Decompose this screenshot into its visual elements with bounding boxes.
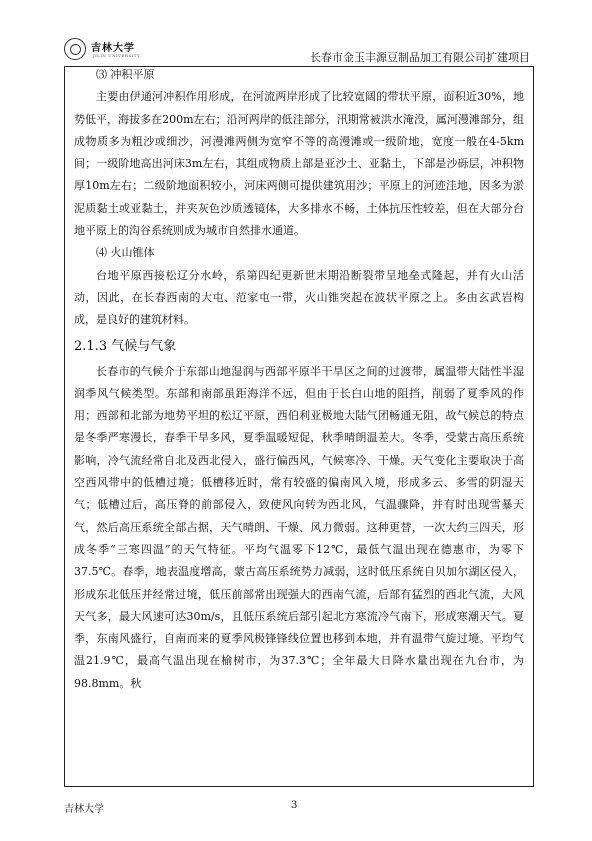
paragraph-alluvial-plain: 主要由伊通河冲积作用形成，在河流两岸形成了比较宽阔的带状平原，面积近30%，地势低平，海拔多在200m左右；沿河两岸的低洼部分，汛期常被洪水淹没，属河漫滩部分，组成物质多为粗沙或细沙，河漫滩两侧为宽窄不等的高漫滩或一级阶地，宽度一般在4-5km间；一级阶地高出河床3m左右，其组成物质上部是亚沙土、亚黏土，下部是沙砾层，冲积物厚10m左右；二级阶地面积较小，河床两侧可提供建筑用沙；平原上的河迹洼地，因多为淤泥质黏土或亚黏土，并夹灰色沙质透镜体，大多排水不畅，土体抗压性较差，但在大部分台地平原上的沟谷系统则成为城市自然排水通道。 xyxy=(74,90,524,238)
logo-text: 吉林大学 xyxy=(91,43,135,54)
paragraph-volcanic-cone: 台地平原西接松辽分水岭，系第四纪更新世末期沿断裂带呈地垒式隆起，并有火山活动，因此，在长春西南的大屯、范家屯一带，火山锥突起在波状平原之上。多由玄武岩构成，是良好的建筑材料。 xyxy=(74,268,524,327)
paragraph-climate: 长春市的气候介于东部山地湿润与西部平原半干旱区之间的过渡带，属温带大陆性半湿润季风气候类型。东部和南部虽距海洋不远，但由于长白山地的阻挡，削弱了夏季风的作用；西部和北部为地势平坦的松辽平原，西伯利亚极地大陆气团畅通无阻，故气候总的特点是冬季严寒漫长，春季干旱多风，夏季温暖短促，秋季晴朗温差大。冬季，受蒙古高压系统影响，冷气流经常自北及西北侵入，盛行偏西风，气候寒冷、干燥。天气变化主要取决于高空西风带中的低槽过境；低槽移近时，常有较盛的偏南风入境，形成多云、多雪的阴湿天气；低槽过后，高压脊的前部侵入，致使风向转为西北风，气温骤降，并有时出现雪暴天气，然后高压系统全部占据，天气晴朗、干燥、风力微弱。这种更替，一次大约三四天，形成冬季“三寒四温”的天气特征。平均气温零下12℃，最低气温出现在德惠市，为零下37.5℃。春季，地表温度增高，蒙古高压系统势力减弱，这时低压系统自贝加尔湖区侵入，形成东北低压并经常过境，低压前部常出现强大的西南气流，后部有猛烈的西北气流，大风天气多，最大风速可达30m/s，且低压系统后部引起北方寒流冷气南下，形成寒潮天气。夏季，东南风盛行，自南而来的夏季风极锋锋线位置也移到本地，并有温带气旋过境。平均气温21.9℃，最高气温出现在榆树市，为37.3℃；全年最大日降水量出现在九台市，为98.8mm。秋 xyxy=(74,364,524,690)
project-title: 长春市金玉丰源豆制品加工有限公司扩建项目 xyxy=(310,51,530,64)
subsection-title-alluvial-plain: ⑶ 冲积平原 xyxy=(96,68,155,81)
logo-subtext: JILIN UNIVERSITY xyxy=(93,53,141,58)
page-number: 3 xyxy=(291,800,298,811)
footer-institution: 吉林大学 xyxy=(64,804,104,815)
subsection-title-volcanic-cone: ⑷ 火山锥体 xyxy=(96,246,155,260)
page-body xyxy=(74,64,524,695)
page-header xyxy=(64,36,534,66)
university-seal-icon xyxy=(64,38,86,60)
section-heading-climate: 2.1.3 气候与气象 xyxy=(74,338,177,354)
